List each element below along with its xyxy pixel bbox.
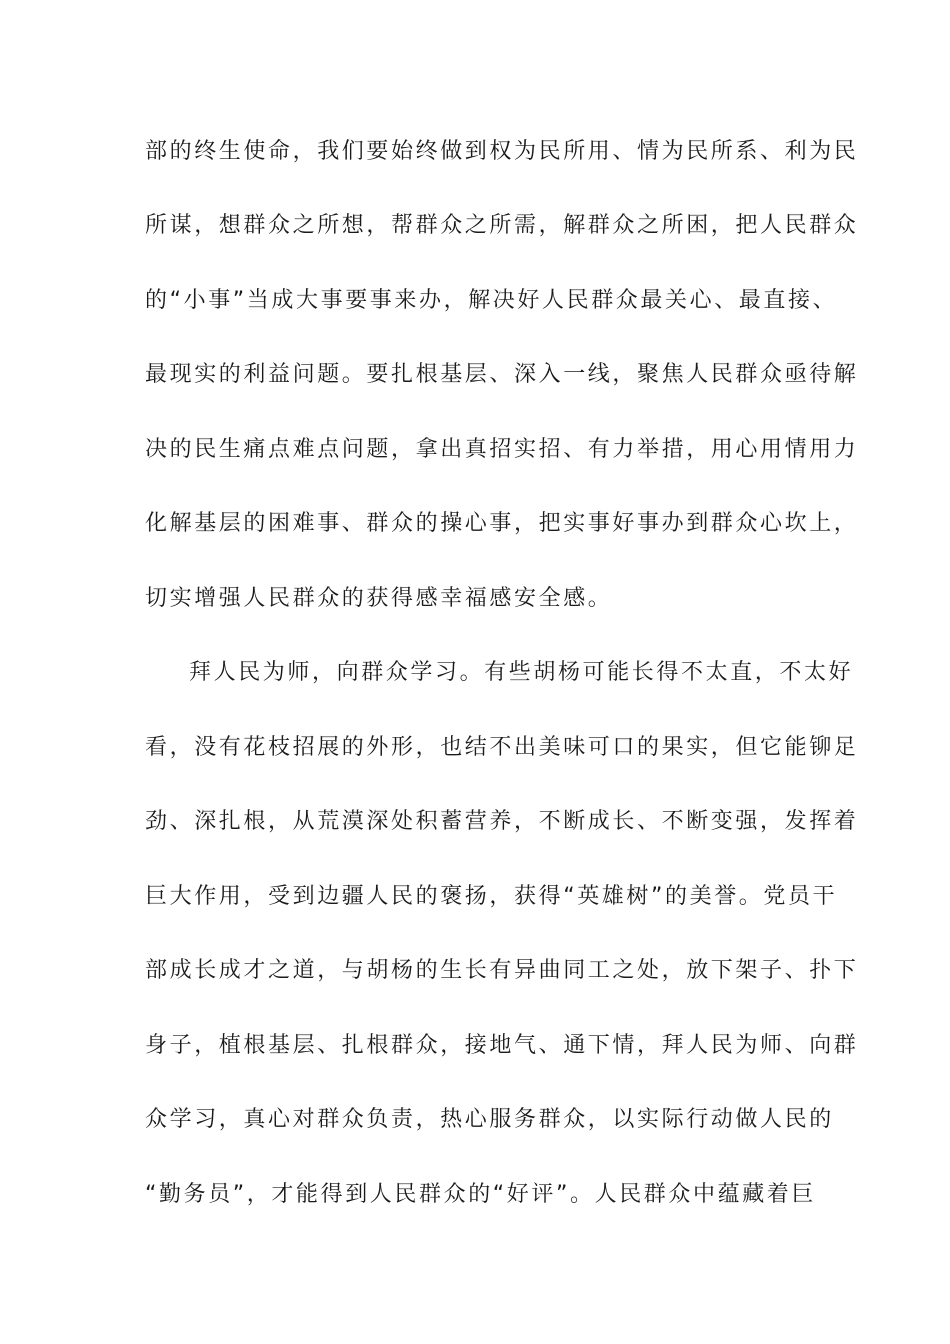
text-line: 看，没有花枝招展的外形，也结不出美味可口的果实，但它能铆足 [145, 735, 859, 760]
text-line: 最现实的利益问题。要扎根基层、深入一线，聚焦人民群众亟待解 [145, 362, 859, 387]
text-line: 的“小事”当成大事要事来办，解决好人民群众最关心、最直接、 [145, 288, 838, 313]
text-line: 化解基层的困难事、群众的操心事，把实事好事办到群众心坎上， [145, 511, 859, 536]
text-line: “勤务员”，才能得到人民群众的“好评”。人民群众中蕴藏着巨 [145, 1182, 816, 1207]
text-line: 切实增强人民群众的获得感幸福感安全感。 [145, 586, 613, 611]
text-line: 部的终生使命，我们要始终做到权为民所用、情为民所系、利为民 [145, 139, 859, 164]
text-line: 所谋，想群众之所想，帮群众之所需，解群众之所困，把人民群众 [145, 213, 859, 238]
text-line: 劲、深扎根，从荒漠深处积蓄营养，不断成长、不断变强，发挥着 [145, 809, 859, 834]
paragraph-first-line: 拜人民为师，向群众学习。有些胡杨可能长得不太直，不太好 [189, 660, 854, 685]
text-line: 身子，植根基层、扎根群众，接地气、通下情，拜人民为师、向群 [145, 1033, 859, 1058]
text-line: 部成长成才之道，与胡杨的生长有异曲同工之处，放下架子、扑下 [145, 958, 859, 983]
text-line: 决的民生痛点难点问题，拿出真招实招、有力举措，用心用情用力 [145, 437, 859, 462]
text-line: 众学习，真心对群众负责，热心服务群众，以实际行动做人民的 [145, 1107, 834, 1132]
text-line: 巨大作用，受到边疆人民的褒扬，获得“英雄树”的美誉。党员干 [145, 884, 838, 909]
